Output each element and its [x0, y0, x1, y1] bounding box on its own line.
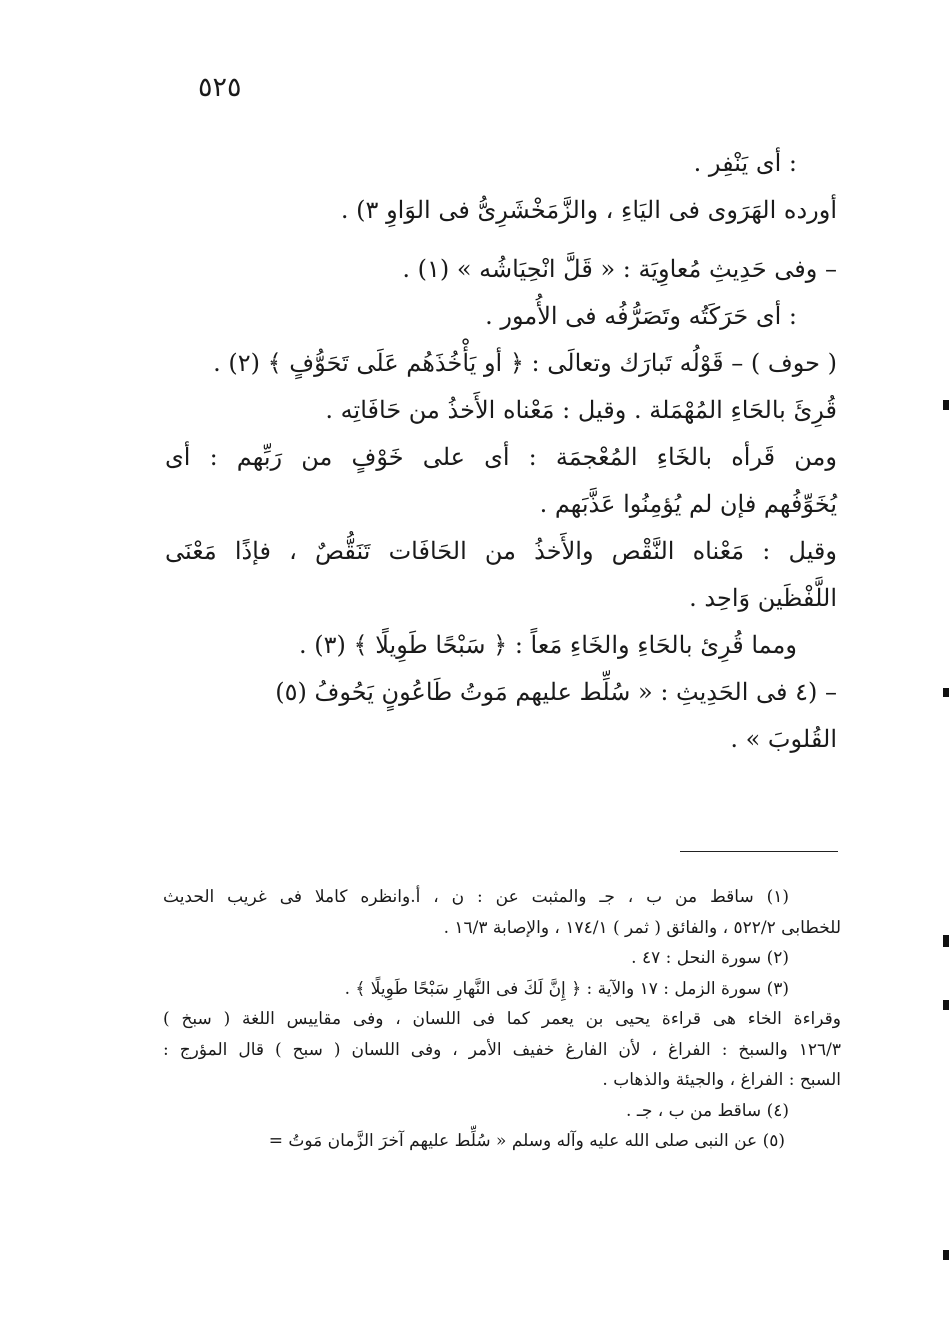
footnote-line: السبح : الفراغ ، والجيئة والذهاب . — [602, 1070, 841, 1090]
text-line: ومن قَرأه بالخَاءِ المُعْجمَة : أى على خَوْفٍ من رَبِّهم : أى — [165, 443, 837, 471]
scan-edge-mark — [943, 1250, 949, 1260]
scan-edge-mark — [943, 688, 949, 697]
text-line: – وفى حَدِيثِ مُعاوِيَة : « قَلَّ انْحِيَاشُه » (١) . — [402, 255, 837, 283]
text-line: اللَّفْظَين وَاحِد . — [689, 584, 837, 612]
footnote-line: (١) ساقط من ب ، جـ والمثبت عن : ن ، أ.وانظره كاملا فى غريب الحديث — [163, 887, 789, 907]
entry-heading-line: ( حوف ) – قَوْلُه تَبارَك وتعالَى : ﴿ أو يَأْخُذَهُم عَلَى تَحَوُّفٍ ﴾ (٢) . — [213, 349, 837, 377]
text-line: – (٤ فى الحَدِيثِ : « سُلِّط عليهم مَوتُ طَاعُونٍ يَحُوفُ (٥) — [275, 678, 837, 706]
scan-edge-mark — [943, 935, 949, 947]
footnote-line: للخطابى ٥٢٢/٢ ، والفائق ( ثمر ) ١٧٤/١ ، والإصابة ١٦/٣ . — [443, 917, 841, 938]
scan-edge-mark — [943, 1000, 949, 1010]
text-line: وقيل : مَعْناه النَّقْص والأَخذُ من الحَافَات تَنَقُّصٌ ، فإذًا مَعْنَى — [165, 537, 837, 565]
text-line: : أى يَنْفِر . — [693, 149, 797, 177]
text-line: ومما قُرِئ بالحَاءِ والخَاءِ مَعاً : ﴿ سَبْحًا طَوِيلًا ﴾ (٣) . — [299, 631, 797, 659]
text-line: القُلوبَ » . — [730, 725, 837, 753]
footnote-separator — [680, 851, 838, 852]
text-line: يُخَوِّفُهم فإن لم يُؤمِنُوا عَذَّبَهم . — [539, 490, 837, 518]
footnotes — [163, 882, 841, 1157]
text-line: : أى حَرَكَتُه وتَصَرُّفُه فى الأُمور . — [485, 302, 797, 330]
main-text — [165, 140, 837, 763]
footnote-line: (٥) عن النبى صلى الله عليه وآله وسلم « سُلِّط عليهم آخرَ الزَّمان مَوتُ = — [268, 1131, 785, 1151]
text-line: أورده الهَرَوى فى اليَاءِ ، والزَّمَخْشَرِىُّ فى الوَاوِ ٣) . — [340, 196, 837, 224]
scan-edge-mark — [943, 400, 949, 410]
footnote-line: (٢) سورة النحل : ٤٧ . — [631, 948, 789, 968]
footnote-line: وقراءة الخاء هى قراءة يحيى بن يعمر كما فى اللسان ، وفى مقاييس اللغة ( سبخ ) — [163, 1009, 841, 1029]
footnote-line: (٤) ساقط من ب ، جـ . — [626, 1100, 789, 1121]
footnote-line: ١٢٦/٣ والسبخ : الفراغ ، لأن الفارغ خفيف الأمر ، وفى اللسان ( سبح ) قال المؤرج : — [163, 1039, 841, 1060]
footnote-line: (٣) سورة الزمل : ١٧ والآية : ﴿ إِنَّ لَكَ فى النَّهارِ سَبْحًا طَوِيلًا ﴾ . — [344, 978, 789, 999]
text-line: قُرِئَ بالحَاءِ المُهْمَلة . وقيل : مَعْناه الأَخذُ من حَافَاتِه . — [325, 396, 837, 424]
page-number: ٥٢٥ — [198, 72, 242, 103]
